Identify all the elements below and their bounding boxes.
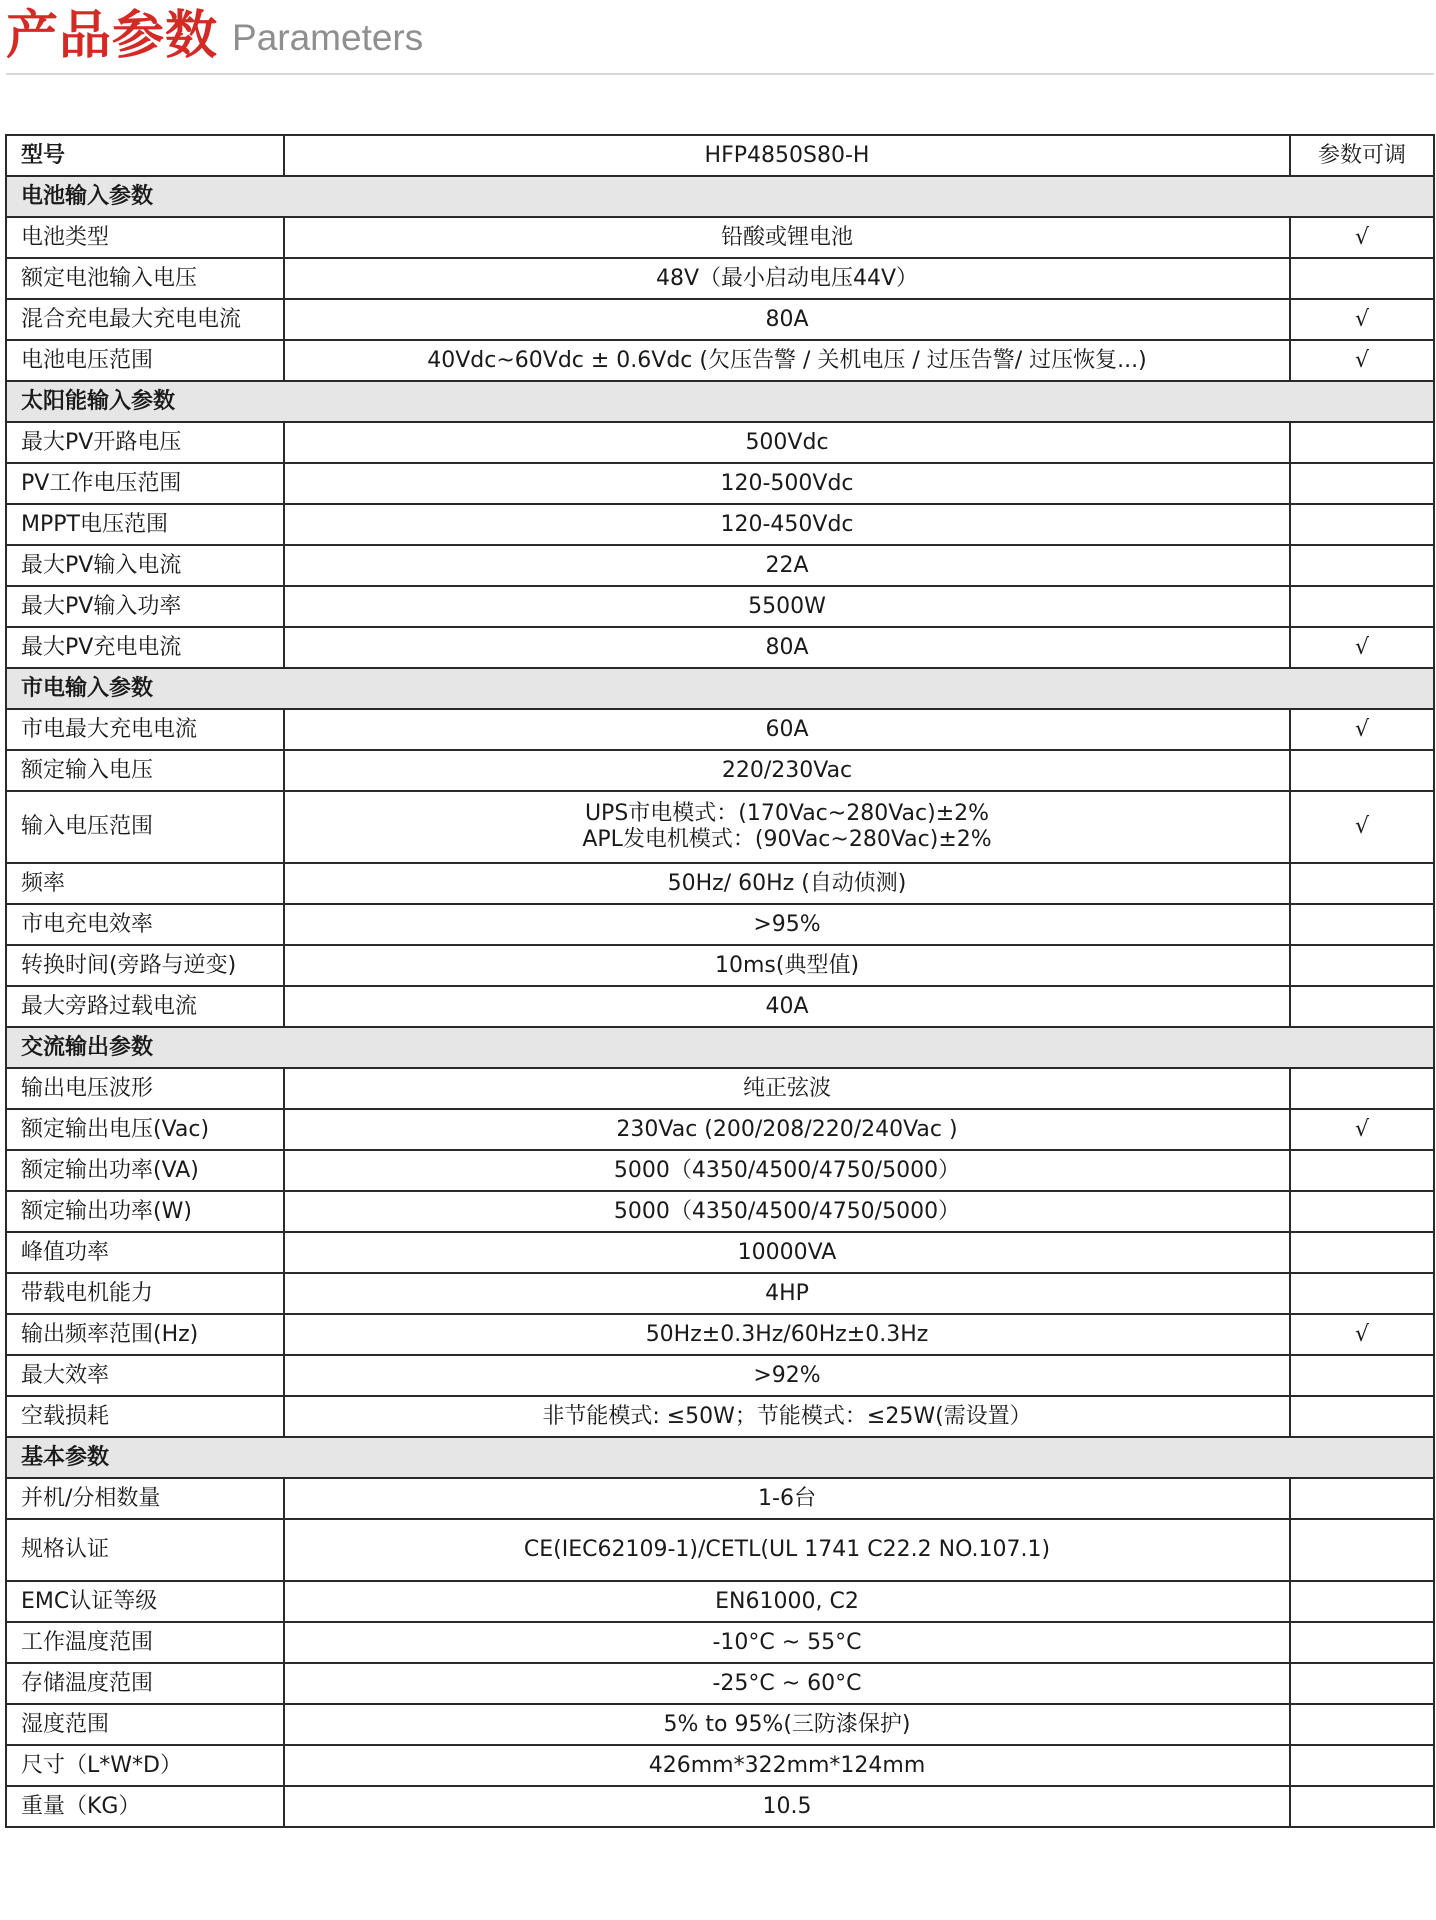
page-subtitle: Parameters	[232, 17, 424, 58]
header-divider	[6, 73, 1434, 75]
parameter-value: 1-6台	[284, 1478, 1290, 1519]
parameter-label: 最大PV充电电流	[6, 627, 284, 668]
parameter-label: 转换时间(旁路与逆变)	[6, 945, 284, 986]
parameter-label: 重量（KG）	[6, 1786, 284, 1827]
table-row	[6, 709, 1434, 750]
parameter-label: 电池类型	[6, 217, 284, 258]
parameter-value: CE(IEC62109-1)/CETL(UL 1741 C22.2 NO.107.1)	[284, 1519, 1290, 1581]
parameter-label: MPPT电压范围	[6, 504, 284, 545]
table-row	[6, 1396, 1434, 1437]
parameter-value: 60A	[284, 709, 1290, 750]
parameter-value: 非节能模式: ≤50W；节能模式：≤25W(需设置）	[284, 1396, 1290, 1437]
adjustable-check-mark	[1290, 504, 1434, 545]
adjustable-check-mark	[1290, 986, 1434, 1027]
table-row	[6, 340, 1434, 381]
section-header-row	[6, 176, 1434, 217]
parameter-label: 混合充电最大充电电流	[6, 299, 284, 340]
parameter-value: 4HP	[284, 1273, 1290, 1314]
page-header	[6, 6, 423, 66]
parameter-label: 输入电压范围	[6, 791, 284, 863]
parameter-label: EMC认证等级	[6, 1581, 284, 1622]
table-row	[6, 217, 1434, 258]
parameter-label: PV工作电压范围	[6, 463, 284, 504]
adjustable-check-mark: √	[1290, 299, 1434, 340]
parameter-label: 工作温度范围	[6, 1622, 284, 1663]
parameter-label: 市电充电效率	[6, 904, 284, 945]
section-header-row	[6, 668, 1434, 709]
parameter-label: 峰值功率	[6, 1232, 284, 1273]
table-row	[6, 945, 1434, 986]
table-row	[6, 1314, 1434, 1355]
adjustable-check-mark	[1290, 545, 1434, 586]
parameter-value: >92%	[284, 1355, 1290, 1396]
parameter-label: 额定输出电压(Vac)	[6, 1109, 284, 1150]
page-title: 产品参数	[6, 6, 219, 66]
parameter-label: 输出电压波形	[6, 1068, 284, 1109]
adjustable-check-mark	[1290, 1150, 1434, 1191]
table-row	[6, 463, 1434, 504]
table-row	[6, 986, 1434, 1027]
parameter-value: 120-450Vdc	[284, 504, 1290, 545]
section-header-row	[6, 1027, 1434, 1068]
adjustable-check-mark	[1290, 1622, 1434, 1663]
parameter-label: 输出频率范围(Hz)	[6, 1314, 284, 1355]
table-row	[6, 545, 1434, 586]
table-row	[6, 258, 1434, 299]
adjustable-check-mark	[1290, 463, 1434, 504]
parameter-label: 市电最大充电电流	[6, 709, 284, 750]
parameter-label: 额定电池输入电压	[6, 258, 284, 299]
adjustable-check-mark	[1290, 1396, 1434, 1437]
table-row	[6, 1786, 1434, 1827]
section-title: 太阳能输入参数	[6, 381, 1434, 422]
model-value: HFP4850S80-H	[284, 135, 1290, 176]
table-row	[6, 1109, 1434, 1150]
table-row	[6, 1704, 1434, 1745]
parameter-value: 426mm*322mm*124mm	[284, 1745, 1290, 1786]
parameter-label: 规格认证	[6, 1519, 284, 1581]
table-row	[6, 1519, 1434, 1581]
table-row	[6, 904, 1434, 945]
section-title: 市电输入参数	[6, 668, 1434, 709]
adjustable-check-mark: √	[1290, 709, 1434, 750]
parameter-value: 10ms(典型值)	[284, 945, 1290, 986]
parameter-value: 120-500Vdc	[284, 463, 1290, 504]
parameter-value: -25°C ~ 60°C	[284, 1663, 1290, 1704]
adjustable-check-mark	[1290, 1355, 1434, 1396]
table-row	[6, 299, 1434, 340]
parameters-table	[5, 134, 1435, 1828]
adjustable-header: 参数可调	[1290, 135, 1434, 176]
parameter-label: 最大PV输入电流	[6, 545, 284, 586]
table-row	[6, 1622, 1434, 1663]
parameter-label: 湿度范围	[6, 1704, 284, 1745]
parameter-value: 50Hz/ 60Hz (自动侦测)	[284, 863, 1290, 904]
parameter-label: 带载电机能力	[6, 1273, 284, 1314]
table-row	[6, 1745, 1434, 1786]
adjustable-check-mark	[1290, 863, 1434, 904]
table-row	[6, 750, 1434, 791]
table-row	[6, 1355, 1434, 1396]
table-row	[6, 627, 1434, 668]
parameter-value: 230Vac (200/208/220/240Vac )	[284, 1109, 1290, 1150]
adjustable-check-mark	[1290, 586, 1434, 627]
parameter-value: 5500W	[284, 586, 1290, 627]
adjustable-check-mark	[1290, 1663, 1434, 1704]
parameter-value: >95%	[284, 904, 1290, 945]
adjustable-check-mark	[1290, 422, 1434, 463]
section-header-row	[6, 1437, 1434, 1478]
adjustable-check-mark	[1290, 904, 1434, 945]
adjustable-check-mark	[1290, 1704, 1434, 1745]
section-title: 电池输入参数	[6, 176, 1434, 217]
parameter-value: 10.5	[284, 1786, 1290, 1827]
parameter-value: 纯正弦波	[284, 1068, 1290, 1109]
parameter-value: 220/230Vac	[284, 750, 1290, 791]
parameter-label: 尺寸（L*W*D）	[6, 1745, 284, 1786]
parameter-value: 500Vdc	[284, 422, 1290, 463]
adjustable-check-mark	[1290, 1581, 1434, 1622]
adjustable-check-mark	[1290, 1273, 1434, 1314]
table-row	[6, 422, 1434, 463]
table-row	[6, 1581, 1434, 1622]
adjustable-check-mark: √	[1290, 1314, 1434, 1355]
parameter-label: 最大效率	[6, 1355, 284, 1396]
parameter-label: 空载损耗	[6, 1396, 284, 1437]
section-title: 基本参数	[6, 1437, 1434, 1478]
parameter-value: EN61000, C2	[284, 1581, 1290, 1622]
parameter-label: 最大PV开路电压	[6, 422, 284, 463]
adjustable-check-mark: √	[1290, 627, 1434, 668]
parameter-label: 最大旁路过载电流	[6, 986, 284, 1027]
parameter-value: 40Vdc~60Vdc ± 0.6Vdc (欠压告警 / 关机电压 / 过压告警/ 过压恢复...)	[284, 340, 1290, 381]
parameter-value: 22A	[284, 545, 1290, 586]
adjustable-check-mark	[1290, 1068, 1434, 1109]
table-header-row	[6, 135, 1434, 176]
parameter-label: 额定输出功率(VA)	[6, 1150, 284, 1191]
table-row	[6, 1068, 1434, 1109]
parameter-value-line: UPS市电模式：(170Vac~280Vac)±2%	[584, 801, 990, 826]
parameter-value: 48V（最小启动电压44V）	[284, 258, 1290, 299]
adjustable-check-mark	[1290, 1745, 1434, 1786]
table-row	[6, 1191, 1434, 1232]
parameter-label: 额定输入电压	[6, 750, 284, 791]
table-row	[6, 1273, 1434, 1314]
parameter-label: 最大PV输入功率	[6, 586, 284, 627]
adjustable-check-mark: √	[1290, 1109, 1434, 1150]
parameter-value: -10°C ~ 55°C	[284, 1622, 1290, 1663]
parameter-value: 5% to 95%(三防漆保护)	[284, 1704, 1290, 1745]
table-row	[6, 1663, 1434, 1704]
parameter-label: 电池电压范围	[6, 340, 284, 381]
adjustable-check-mark: √	[1290, 217, 1434, 258]
parameter-label: 存储温度范围	[6, 1663, 284, 1704]
adjustable-check-mark: √	[1290, 791, 1434, 863]
parameter-value: 80A	[284, 627, 1290, 668]
parameter-value: 10000VA	[284, 1232, 1290, 1273]
parameter-value-line: APL发电机模式：(90Vac~280Vac)±2%	[582, 827, 992, 852]
parameter-label: 并机/分相数量	[6, 1478, 284, 1519]
parameter-value: 80A	[284, 299, 1290, 340]
adjustable-check-mark	[1290, 1232, 1434, 1273]
parameter-value: 5000（4350/4500/4750/5000）	[284, 1191, 1290, 1232]
parameter-value	[284, 791, 1290, 863]
parameter-label: 额定输出功率(W)	[6, 1191, 284, 1232]
adjustable-check-mark	[1290, 1478, 1434, 1519]
parameter-value: 50Hz±0.3Hz/60Hz±0.3Hz	[284, 1314, 1290, 1355]
section-header-row	[6, 381, 1434, 422]
adjustable-check-mark	[1290, 945, 1434, 986]
table-row	[6, 586, 1434, 627]
table-row	[6, 504, 1434, 545]
parameter-value: 40A	[284, 986, 1290, 1027]
adjustable-check-mark	[1290, 1519, 1434, 1581]
adjustable-check-mark: √	[1290, 340, 1434, 381]
adjustable-check-mark	[1290, 750, 1434, 791]
model-label: 型号	[6, 135, 284, 176]
table-row	[6, 1150, 1434, 1191]
section-title: 交流输出参数	[6, 1027, 1434, 1068]
parameter-value: 铅酸或锂电池	[284, 217, 1290, 258]
parameter-value: 5000（4350/4500/4750/5000）	[284, 1150, 1290, 1191]
adjustable-check-mark	[1290, 1786, 1434, 1827]
table-row	[6, 791, 1434, 863]
table-row	[6, 1478, 1434, 1519]
parameter-label: 频率	[6, 863, 284, 904]
adjustable-check-mark	[1290, 1191, 1434, 1232]
table-row	[6, 1232, 1434, 1273]
adjustable-check-mark	[1290, 258, 1434, 299]
table-row	[6, 863, 1434, 904]
